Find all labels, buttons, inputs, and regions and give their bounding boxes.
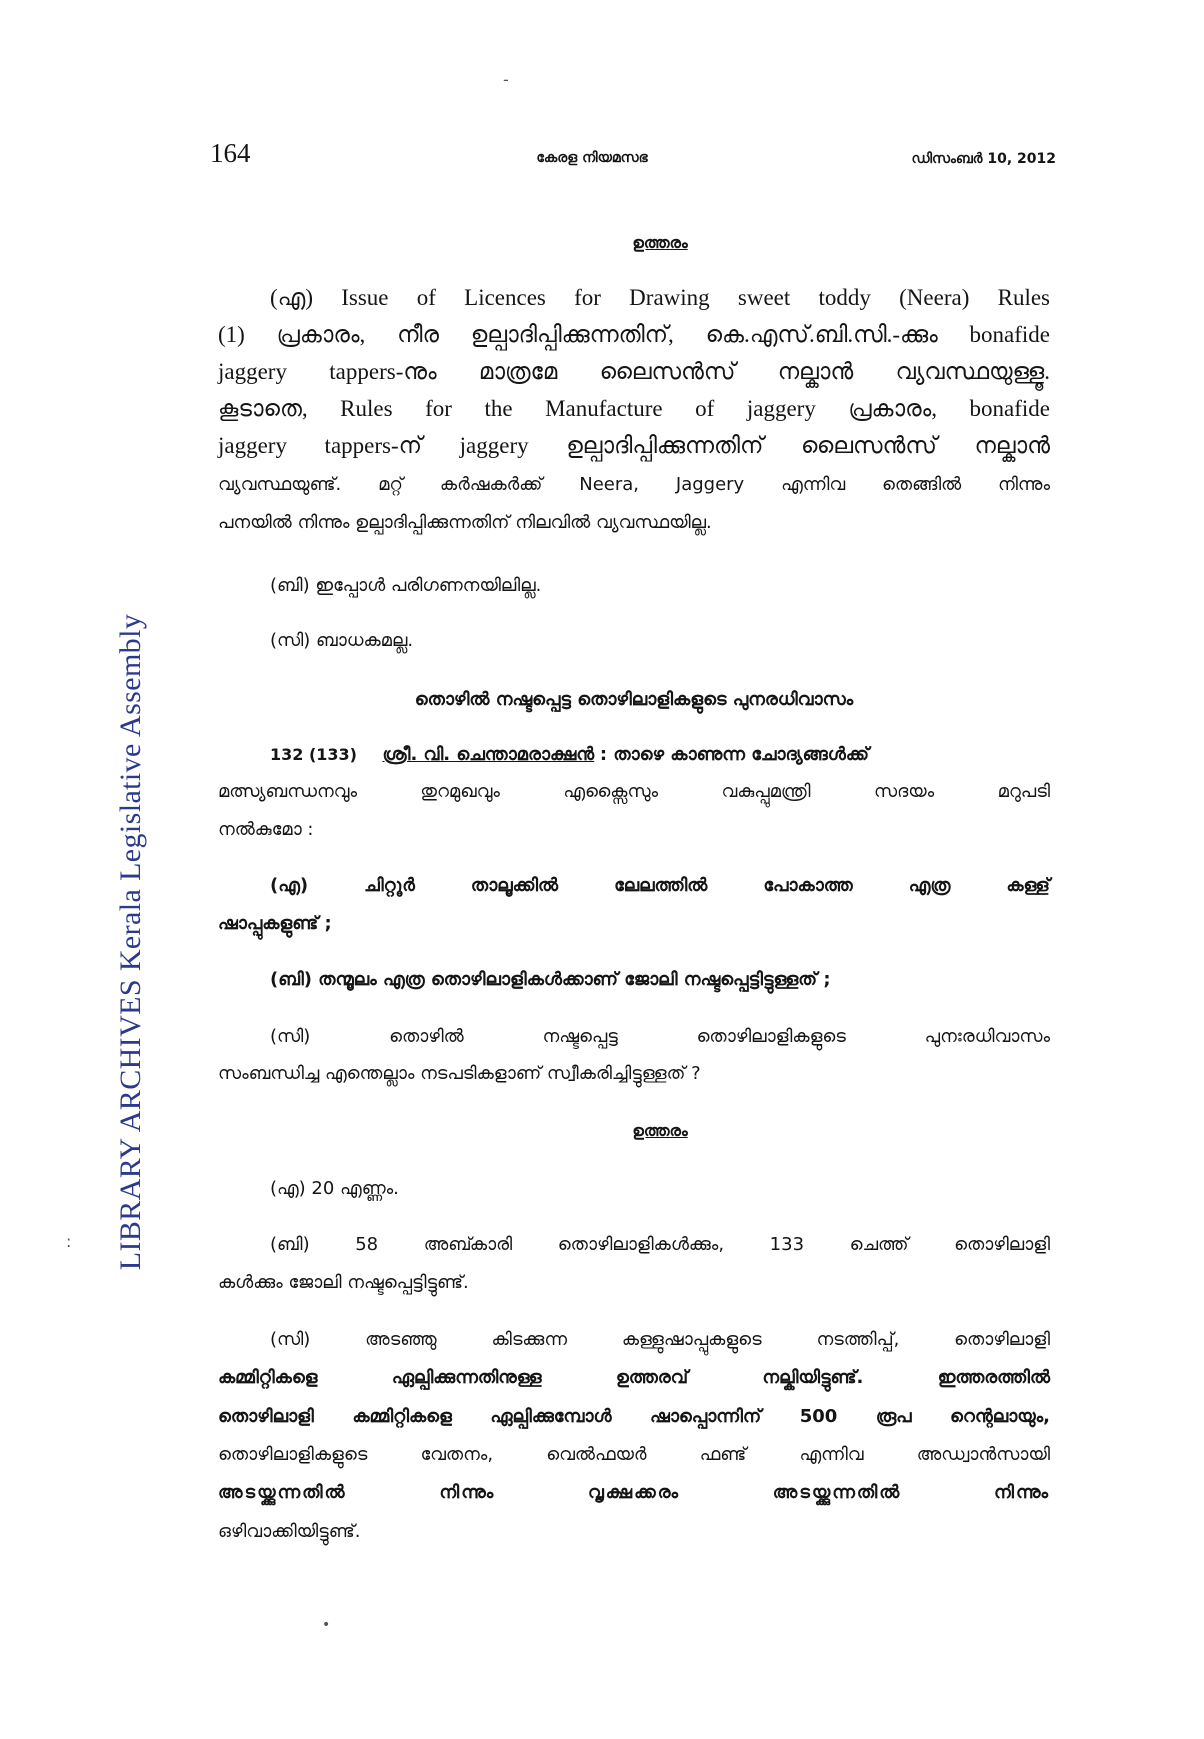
question-c-line: (സി) തൊഴിൽ നഷ്ടപ്പെട്ട തൊഴിലാളികളുടെ പുനഃരധിവാസം: [270, 1026, 1050, 1047]
scan-mark: •: [322, 1617, 331, 1633]
answer2-c-line: തൊഴിലാളി കമ്മിറ്റികളെ ഏല്പിക്കുമ്പോൾ ഷാപ്പൊന്നിന് 500 രൂപ റെന്റലായും,: [218, 1406, 1050, 1427]
question-intro: [270, 743, 1050, 767]
answer-a-line: jaggery tappers-ന് jaggery ഉല്പാദിപ്പിക്കുന്നതിന് ലൈസൻസ് നല്കാൻ: [218, 433, 1050, 458]
answer-a-line: പനയിൽ നിന്നും ഉല്പാദിപ്പിക്കുന്നതിന് നിലവിൽ വ്യവസ്ഥയില്ല.: [218, 512, 712, 533]
question-intro-line: നൽകുമോ :: [218, 819, 314, 840]
member-name: ശ്രീ. വി. ചെന്താമരാക്ഷൻ: [382, 744, 595, 765]
question-a-line: (എ) ചിറ്റൂർ താലൂക്കിൽ ലേലത്തിൽ പോകാത്ത എത്ര കള്ള്: [270, 875, 1050, 896]
question-b: (ബി) തന്മൂലം എത്ര തൊഴിലാളികൾക്കാണ് ജോലി നഷ്ടപ്പെട്ടിട്ടുള്ളത് ;: [270, 969, 831, 990]
question-c-line: സംബന്ധിച്ച എന്തെല്ലാം നടപടികളാണ് സ്വീകരിച്ചിട്ടുള്ളത് ?: [218, 1063, 701, 1084]
answer-b: (ബി) ഇപ്പോൾ പരിഗണനയിലില്ല.: [270, 575, 542, 596]
answer2-c-line: ഒഴിവാക്കിയിട്ടുണ്ട്.: [218, 1521, 361, 1542]
scan-mark: :: [66, 1232, 72, 1251]
answer-a-line: (1) പ്രകാരം, നീര ഉല്പാദിപ്പിക്കുന്നതിന്, കെ.എസ്.ബി.സി.-ക്കും bonafide: [218, 322, 1050, 347]
header-date: ഡിസംബർ 10, 2012: [911, 151, 1056, 167]
page-number: 164: [210, 138, 251, 168]
header-title: കേരള നിയമസഭ: [536, 150, 648, 166]
question-a-line: ഷാപ്പുകളുണ്ട് ;: [218, 913, 332, 934]
answer-heading: ഉത്തരം: [632, 233, 688, 252]
answer2-b-line: (ബി) 58 അബ്കാരി തൊഴിലാളികൾക്കും, 133 ചെത്ത് തൊഴിലാളി: [270, 1234, 1050, 1255]
answer-a-line: വ്യവസ്ഥയുണ്ട്. മറ്റ് കർഷകർക്ക് Neera, Jaggery എന്നിവ തെങ്ങിൽ നിന്നും: [218, 474, 1050, 495]
answer2-c-line: തൊഴിലാളികളുടെ വേതനം, വെൽഫയർ ഫണ്ട് എന്നിവ അഡ്വാൻസായി: [218, 1444, 1050, 1465]
answer2-c-line: (സി) അടഞ്ഞു കിടക്കുന്ന കള്ളുഷാപ്പുകളുടെ നടത്തിപ്പ്, തൊഴിലാളി: [270, 1329, 1050, 1350]
section-title: തൊഴിൽ നഷ്ടപ്പെട്ട തൊഴിലാളികളുടെ പുനരധിവാസം: [414, 689, 854, 710]
question-intro-rest: : താഴെ കാണുന്ന ചോദ്യങ്ങൾക്ക്: [599, 744, 869, 765]
answer-a-line: കൂടാതെ, Rules for the Manufacture of jaggery പ്രകാരം, bonafide: [218, 396, 1050, 421]
answer-a-line: (എ) Issue of Licences for Drawing sweet toddy (Neera) Rules: [270, 285, 1050, 310]
question-number: 132 (133): [270, 745, 357, 764]
answer2-b-line: കൾക്കും ജോലി നഷ്ടപ്പെട്ടിട്ടുണ്ട്.: [218, 1272, 469, 1293]
scan-mark: -: [503, 70, 509, 89]
watermark: LIBRARY ARCHIVES Kerala Legislative Assembly: [114, 613, 147, 1271]
answer-c: (സി) ബാധകമല്ല.: [270, 630, 414, 651]
answer-heading: ഉത്തരം: [632, 1121, 688, 1140]
question-intro-line: മത്സ്യബന്ധനവും തുറമുഖവും എക്സൈസും വകുപ്പുമന്ത്രി സദയം മറുപടി: [218, 781, 1050, 802]
answer2-c-line: കമ്മിറ്റികളെ ഏല്പിക്കുന്നതിനുള്ള ഉത്തരവ് നല്കിയിട്ടുണ്ട്. ഇത്തരത്തിൽ: [218, 1367, 1050, 1388]
answer2-a: (എ) 20 എണ്ണം.: [270, 1178, 399, 1199]
answer2-c-line: അടയ്ക്കുന്നതിൽ നിന്നും വൃക്ഷക്കരം അടയ്ക്കുന്നതിൽ നിന്നും: [218, 1482, 1050, 1503]
answer-a-line: jaggery tappers-നും മാത്രമേ ലൈസൻസ് നല്കാൻ വ്യവസ്ഥയുള്ളൂ.: [218, 359, 1050, 384]
